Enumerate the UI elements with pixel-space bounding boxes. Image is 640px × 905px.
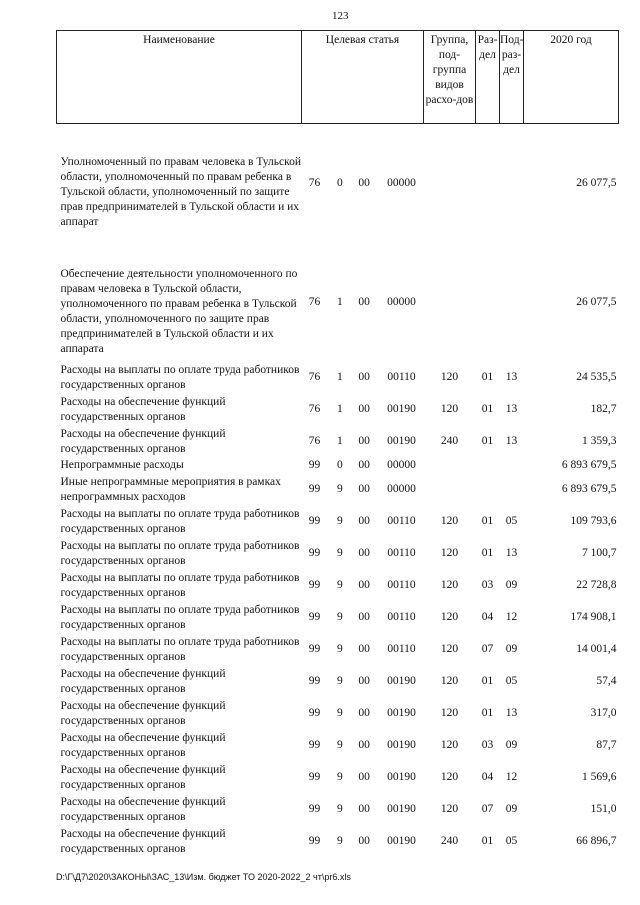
row-target-article: [302, 124, 424, 244]
csr-part-2: 9: [336, 579, 343, 591]
csr-part-4: 00190: [387, 707, 416, 719]
row-subsection: [500, 458, 524, 474]
table-row: [57, 826, 619, 858]
row-name: Расходы на выплаты по оплате труда работников государственных органов: [60, 363, 300, 391]
csr-part-4: 00000: [387, 459, 416, 471]
header-group: Группа, под-группа видов расхо-дов: [424, 31, 476, 124]
row-name: Расходы на выплаты по оплате труда работников государственных органов: [60, 539, 300, 567]
row-target-article: [302, 426, 424, 458]
row-section: 01: [481, 835, 494, 847]
csr-part-4: 00190: [387, 675, 416, 687]
csr-part-3: 00: [358, 707, 370, 719]
file-path-footer: D:\Г\Д7\2020\ЗАКОНЫ\ЗАС_13\Изм. бюджет ТО 2020-2022_2 чт\pr6.xls: [56, 872, 351, 882]
csr-part-1: 76: [308, 403, 321, 415]
row-name: Расходы на выплаты по оплате труда работников государственных органов: [60, 635, 300, 663]
row-name: Расходы на обеспечение функций государственных органов: [60, 763, 226, 791]
csr-part-3: 00: [358, 675, 370, 687]
row-subsection: 13: [505, 707, 518, 719]
csr-part-2: 1: [336, 371, 343, 383]
row-group: 120: [440, 371, 459, 383]
row-name: Иные непрограммные мероприятия в рамках непрограммных расходов: [60, 475, 281, 503]
csr-part-1: 99: [308, 803, 321, 815]
row-section: [476, 244, 500, 362]
csr-part-3: 00: [358, 403, 370, 415]
csr-part-1: 99: [308, 771, 321, 783]
csr-part-3: 00: [358, 835, 370, 847]
table-header: [57, 31, 619, 124]
table-row: [57, 762, 619, 794]
row-section: 07: [481, 803, 494, 815]
csr-part-3: 00: [358, 435, 370, 447]
row-group: 240: [440, 835, 459, 847]
csr-part-2: 9: [336, 739, 343, 751]
row-subsection: [500, 124, 524, 244]
row-name: Расходы на выплаты по оплате труда работников государственных органов: [60, 571, 300, 599]
csr-part-3: 00: [358, 515, 370, 527]
row-amount: 87,7: [596, 739, 617, 751]
row-group: 120: [440, 611, 459, 623]
csr-part-2: 1: [336, 296, 343, 308]
row-name: Расходы на выплаты по оплате труда работников государственных органов: [60, 603, 300, 631]
row-target-article: [302, 602, 424, 634]
csr-part-3: 00: [358, 547, 370, 559]
page-number: 123: [332, 10, 349, 22]
row-target-article: [302, 698, 424, 730]
table-row: [57, 730, 619, 762]
row-name: Расходы на обеспечение функций государственных органов: [60, 667, 226, 695]
row-section: 03: [481, 739, 494, 751]
row-section: 04: [481, 771, 494, 783]
csr-part-1: 99: [308, 739, 321, 751]
row-subsection: 09: [505, 643, 518, 655]
table-row: [57, 124, 619, 244]
row-subsection: [500, 474, 524, 506]
csr-part-4: 00110: [387, 579, 416, 591]
row-target-article: [302, 394, 424, 426]
csr-part-4: 00190: [387, 803, 416, 815]
row-subsection: 09: [505, 579, 518, 591]
row-target-article: [302, 458, 424, 474]
row-group: 120: [440, 739, 459, 751]
csr-part-4: 00110: [387, 643, 416, 655]
row-section: [476, 474, 500, 506]
csr-part-2: 1: [336, 403, 343, 415]
row-subsection: 09: [505, 739, 518, 751]
row-amount: 7 100,7: [582, 547, 617, 559]
csr-part-4: 00110: [387, 371, 416, 383]
table-row: [57, 570, 619, 602]
row-group: [424, 124, 476, 244]
row-amount: 26 077,5: [576, 296, 617, 308]
csr-part-1: 99: [308, 515, 321, 527]
csr-part-2: 9: [336, 483, 343, 495]
budget-table: [56, 30, 619, 858]
row-subsection: 13: [505, 403, 518, 415]
row-section: 01: [481, 403, 494, 415]
csr-part-2: 9: [336, 803, 343, 815]
row-name: Расходы на обеспечение функций государственных органов: [60, 731, 226, 759]
csr-part-4: 00190: [387, 835, 416, 847]
csr-part-3: 00: [358, 579, 370, 591]
csr-part-1: 99: [308, 459, 321, 471]
row-amount: 317,0: [590, 707, 617, 719]
csr-part-2: 1: [336, 435, 343, 447]
row-section: 01: [481, 435, 494, 447]
csr-part-3: 00: [358, 611, 370, 623]
row-target-article: [302, 570, 424, 602]
row-name: Непрограммные расходы: [60, 459, 184, 471]
csr-part-1: 99: [308, 611, 321, 623]
row-section: 01: [481, 707, 494, 719]
csr-part-4: 00190: [387, 771, 416, 783]
csr-part-2: 9: [336, 675, 343, 687]
header-year: 2020 год: [524, 31, 619, 124]
csr-part-1: 99: [308, 707, 321, 719]
row-section: 01: [481, 675, 494, 687]
row-amount: 66 896,7: [576, 835, 617, 847]
csr-part-4: 00190: [387, 403, 416, 415]
row-target-article: [302, 762, 424, 794]
row-section: [476, 124, 500, 244]
csr-part-4: 00000: [387, 177, 416, 190]
row-section: [476, 458, 500, 474]
row-group: 120: [440, 579, 459, 591]
csr-part-3: 00: [358, 177, 370, 190]
row-target-article: [302, 826, 424, 858]
row-amount: 109 793,6: [570, 515, 617, 527]
table-row: [57, 634, 619, 666]
row-section: 01: [481, 371, 494, 383]
header-section: Раз-дел: [476, 31, 500, 124]
csr-part-1: 99: [308, 643, 321, 655]
row-name: Расходы на обеспечение функций государственных органов: [60, 827, 226, 855]
row-amount: 6 893 679,5: [561, 459, 617, 471]
row-amount: 1 569,6: [582, 771, 617, 783]
row-section: 01: [481, 515, 494, 527]
row-subsection: 05: [505, 515, 518, 527]
row-group: 120: [440, 803, 459, 815]
csr-part-3: 00: [358, 803, 370, 815]
row-amount: 1 359,3: [582, 435, 617, 447]
row-target-article: [302, 506, 424, 538]
csr-part-2: 0: [336, 459, 343, 471]
csr-part-3: 00: [358, 483, 370, 495]
table-row: [57, 458, 619, 474]
row-name: Расходы на обеспечение функций государственных органов: [60, 795, 226, 823]
row-subsection: 05: [505, 835, 518, 847]
table-row: [57, 538, 619, 570]
row-subsection: 13: [505, 547, 518, 559]
row-group: 120: [440, 547, 459, 559]
csr-part-1: 99: [308, 835, 321, 847]
row-amount: 26 077,5: [576, 177, 617, 190]
row-subsection: [500, 244, 524, 362]
table-row: [57, 506, 619, 538]
csr-part-3: 00: [358, 771, 370, 783]
csr-part-3: 00: [358, 296, 370, 308]
row-group: [424, 244, 476, 362]
row-amount: 182,7: [590, 403, 617, 415]
table-row: [57, 666, 619, 698]
header-target-article: Целевая статья: [302, 31, 424, 124]
csr-part-2: 0: [336, 177, 343, 190]
row-target-article: [302, 474, 424, 506]
row-group: 120: [440, 675, 459, 687]
csr-part-3: 00: [358, 371, 370, 383]
row-group: 120: [440, 403, 459, 415]
row-name: Уполномоченный по правам человека в Тульской области, уполномоченный по правам ребенка в Тульской области, уполномоченный по защите прав предпринимателей в Тульской области и их аппарат: [60, 156, 302, 229]
row-subsection: 13: [505, 371, 518, 383]
csr-part-1: 99: [308, 483, 321, 495]
row-name: Расходы на выплаты по оплате труда работников государственных органов: [60, 507, 300, 535]
header-subsection: Под-раз-дел: [500, 31, 524, 124]
csr-part-2: 9: [336, 835, 343, 847]
row-group: 120: [440, 515, 459, 527]
csr-part-4: 00000: [387, 483, 416, 495]
csr-part-4: 00110: [387, 547, 416, 559]
row-name: Расходы на обеспечение функций государственных органов: [60, 699, 226, 727]
csr-part-4: 00110: [387, 515, 416, 527]
table-row: [57, 474, 619, 506]
row-amount: 57,4: [596, 675, 617, 687]
row-group: 120: [440, 771, 459, 783]
row-section: 04: [481, 611, 494, 623]
row-group: 120: [440, 707, 459, 719]
csr-part-1: 76: [308, 177, 321, 190]
row-section: 03: [481, 579, 494, 591]
row-group: 120: [440, 643, 459, 655]
csr-part-1: 99: [308, 579, 321, 591]
header-name: Наименование: [57, 31, 302, 124]
table-row: [57, 698, 619, 730]
csr-part-3: 00: [358, 459, 370, 471]
csr-part-1: 76: [308, 296, 321, 308]
row-target-article: [302, 730, 424, 762]
row-subsection: 05: [505, 675, 518, 687]
row-section: 01: [481, 547, 494, 559]
row-section: 07: [481, 643, 494, 655]
csr-part-2: 9: [336, 707, 343, 719]
row-target-article: [302, 634, 424, 666]
csr-part-1: 99: [308, 547, 321, 559]
csr-part-4: 00190: [387, 435, 416, 447]
row-name: Обеспечение деятельности уполномоченного по правам человека в Тульской области, уполномоченного по правам ребенка в Тульской области, уполномоченного по защите прав предпринимателей в Тульской области и их аппарата: [60, 267, 298, 355]
table-row: [57, 426, 619, 458]
row-subsection: 12: [505, 771, 518, 783]
row-subsection: 12: [505, 611, 518, 623]
table-row: [57, 394, 619, 426]
row-amount: 174 908,1: [570, 611, 617, 623]
row-amount: 22 728,8: [576, 579, 617, 591]
csr-part-1: 76: [308, 371, 321, 383]
csr-part-2: 9: [336, 547, 343, 559]
table-row: [57, 602, 619, 634]
row-group: [424, 474, 476, 506]
row-group: [424, 458, 476, 474]
row-amount: 151,0: [590, 803, 617, 815]
csr-part-1: 76: [308, 435, 321, 447]
table-row: [57, 362, 619, 394]
csr-part-2: 9: [336, 515, 343, 527]
csr-part-4: 00190: [387, 739, 416, 751]
row-amount: 14 001,4: [576, 643, 617, 655]
csr-part-4: 00000: [387, 296, 416, 308]
table-row: [57, 794, 619, 826]
csr-part-2: 9: [336, 771, 343, 783]
row-target-article: [302, 244, 424, 362]
table-body: [57, 124, 619, 858]
row-target-article: [302, 362, 424, 394]
row-name: Расходы на обеспечение функций государственных органов: [60, 427, 226, 455]
row-target-article: [302, 666, 424, 698]
row-subsection: 13: [505, 435, 518, 447]
csr-part-1: 99: [308, 675, 321, 687]
csr-part-2: 9: [336, 611, 343, 623]
row-subsection: 09: [505, 803, 518, 815]
row-amount: 24 535,5: [576, 371, 617, 383]
row-target-article: [302, 538, 424, 570]
csr-part-3: 00: [358, 643, 370, 655]
csr-part-4: 00110: [387, 611, 416, 623]
csr-part-3: 00: [358, 739, 370, 751]
csr-part-2: 9: [336, 643, 343, 655]
row-name: Расходы на обеспечение функций государственных органов: [60, 395, 226, 423]
table-row: [57, 244, 619, 362]
row-target-article: [302, 794, 424, 826]
row-group: 240: [440, 435, 459, 447]
row-amount: 6 893 679,5: [561, 483, 617, 495]
